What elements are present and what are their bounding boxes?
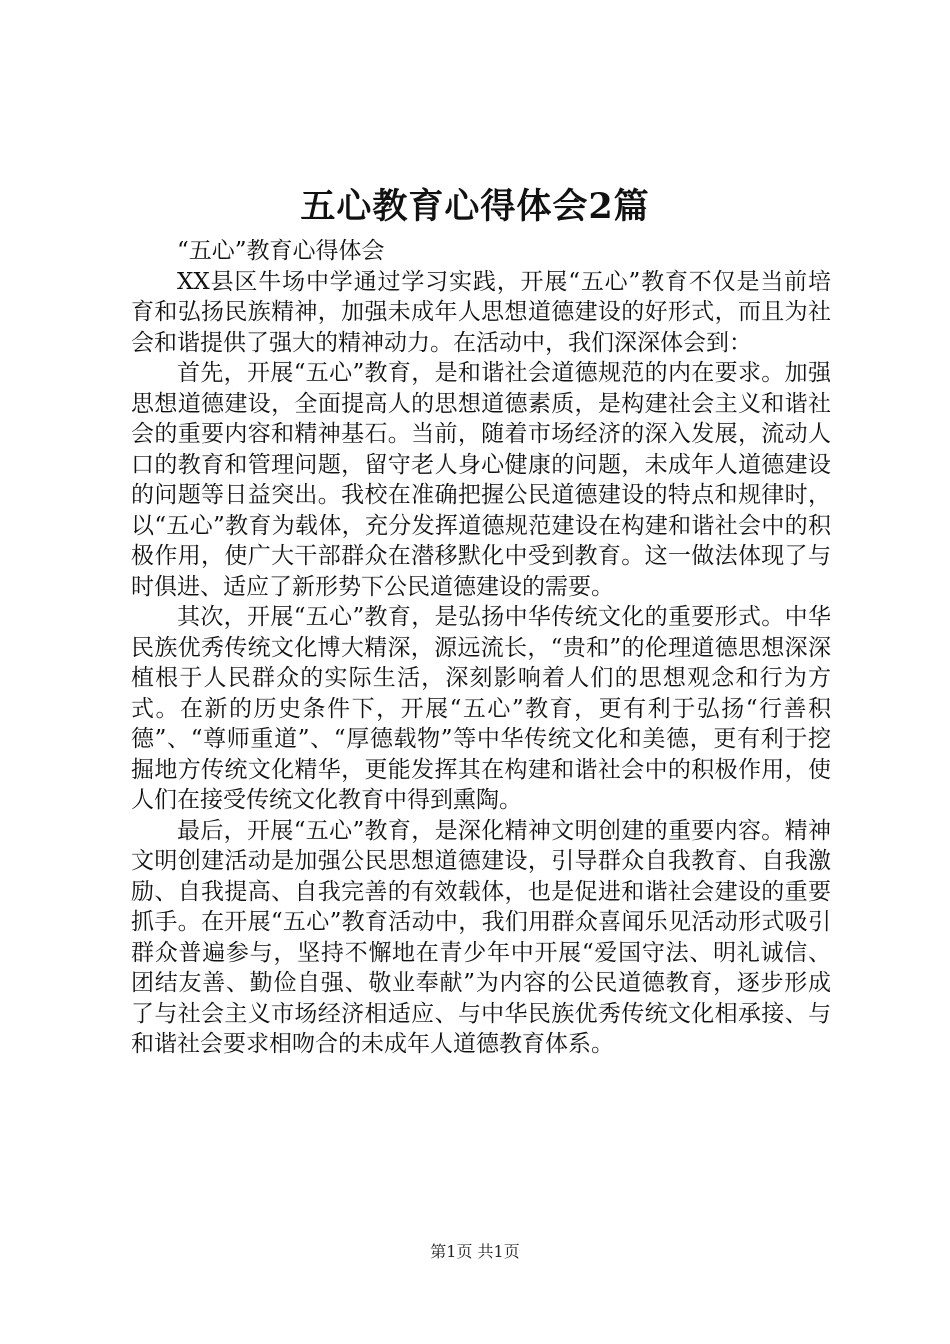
- document-body: [131, 236, 831, 1060]
- third-point-paragraph: 最后，开展“五心”教育，是深化精神文明创建的重要内容。精神文明创建活动是加强公民思想道德建设，引导群众自我教育、自我激励、自我提高、自我完善的有效载体，也是促进和谐社会建设的重要抓手。在开展“五心”教育活动中，我们用群众喜闻乐见活动形式吸引群众普遍参与，坚持不懈地在青少年中开展“爱国守法、明礼诚信、团结友善、勤俭自强、敬业奉献”为内容的公民道德教育，逐步形成了与社会主义市场经济相适应、与中华民族优秀传统文化相承接、与和谐社会要求相吻合的未成年人道德教育体系。: [131, 817, 831, 1057]
- page-footer: 第1页 共1页: [430, 1242, 520, 1261]
- subtitle-paragraph: “五心”教育心得体会: [177, 238, 385, 264]
- intro-paragraph: XX县区牛场中学通过学习实践，开展“五心”教育不仅是当前培育和弘扬民族精神，加强未成年人思想道德建设的好形式，而且为社会和谐提供了强大的精神动力。在活动中，我们深深体会到：: [131, 268, 831, 356]
- document-title: 五心教育心得体会2篇: [300, 186, 650, 227]
- second-point-paragraph: 其次，开展“五心”教育，是弘扬中华传统文化的重要形式。中华民族优秀传统文化博大精深，源远流长，“贵和”的伦理道德思想深深植根于人民群众的实际生活，深刻影响着人们的思想观念和行为方式。在新的历史条件下，开展“五心”教育，更有利于弘扬“行善积德”、“尊师重道”、“厚德载物”等中华传统文化和美德，更有利于挖掘地方传统文化精华，更能发挥其在构建和谐社会中的积极作用，使人们在接受传统文化教育中得到熏陶。: [131, 604, 831, 813]
- first-point-paragraph: 首先，开展“五心”教育，是和谐社会道德规范的内在要求。加强思想道德建设，全面提高人的思想道德素质，是构建社会主义和谐社会的重要内容和精神基石。当前，随着市场经济的深入发展，流动人口的教育和管理问题，留守老人身心健康的问题，未成年人道德建设的问题等日益突出。我校在准确把握公民道德建设的特点和规律时，以“五心”教育为载体，充分发挥道德规范建设在构建和谐社会中的积极作用，使广大干部群众在潜移默化中受到教育。这一做法体现了与时俱进、适应了新形势下公民道德建设的需要。: [131, 360, 831, 600]
